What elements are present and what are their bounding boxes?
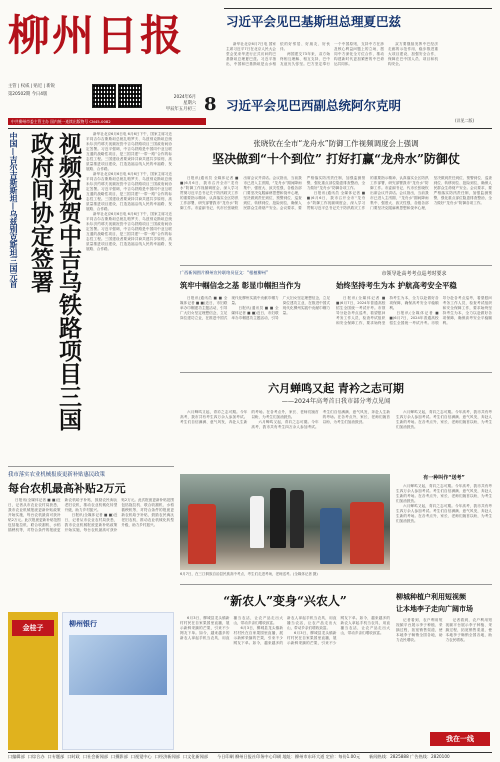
top-news-body: 新华社北京6月7日电 国家主席习近平7日在北京人民大会堂会见来华进行正式访问的巴基斯坦总理夏巴兹。习近平指出，中国和巴基斯坦是山水相依的好邻居、好朋友、好伙伴。 两国建交73年来，双方始终相互理解、相互支持，巴中友谊历久弥坚。巴方坚定奉行一个中国原则，支持中方在涉及核心利益问题上的立场，愿同中方深化全方位合作，推动构建新时代更加紧密的中巴命运共同体。 双方要继续发挥中巴经济走廊的示范作用，稳步推进重大项目建设，加强安全合作，保障在巴中国人员、项目和机构安全。 [226, 42, 438, 66]
footer-item: 口综合办 [27, 754, 45, 759]
student-figure [250, 496, 264, 548]
footer-item: 口文化新闻部 [182, 754, 209, 759]
agri-kicker: 我市落实农业机械报废更新补贴惠民政策 [8, 472, 106, 478]
photo-caption: 6月7日，在三江侗族自治县民族高中考点，考生们走进考场，老师送考。(全媒体记者 摄) [180, 572, 318, 576]
issue-weekday: 星期六 [183, 101, 196, 106]
lead-kicker: 张晓钦在全市“龙舟水”防御工作视频调度会上强调 [253, 139, 419, 148]
frontline-badge: 我在一线 [430, 732, 490, 746]
vertical-headline: 视频祝贺中吉乌铁路项目三国政府间协定签署 [27, 132, 82, 431]
footer-item: 口摄影部 [111, 754, 128, 759]
left-divider [8, 466, 174, 467]
feature-body: 六月蝉鸣又起，青衿之志可期。今年高考，我市共有考生四万余人参加考试。考生们自信满满、意气风发，奔赴人生新的考场。在各考点外，家长、老师们翘首以盼，为考生们加油鼓劲。 六月蝉鸣又起，青衿之志可期。今年高考，我市共有考生四万余人参加考试。考生们自信满满、意气风发，奔赴人生新的考场。在各考点外，家长、老师们翘首以盼，为考生们加油鼓劲。 [180, 410, 390, 429]
footer-item: 口专题部 [47, 754, 65, 759]
newspaper-title: 柳州日报 [8, 11, 185, 60]
story-body: 日报讯(全媒体记者 ■ ■)6月7日，2024年普通高校招生全国统一考试开考。市领导分赴各考点巡考，看望慰问考务工作人员，检查考试组织和安全保障工作，要求始终坚持考生为本，全力以赴做好各项保障，确保高考安全平稳顺利。 日报讯(全媒体记者 ■ ■)6月7日，2024年普通高校招生全国统一考试开考。市领导分赴各考点巡考，看望慰问考务工作人员，检查考试组织和安全保障工作，要求始终坚持考生为本，全力以赴做好各项保障，确保高考安全平稳顺利。 [336, 296, 492, 325]
bottom-left-headline: “新农人”变身“兴农人” [223, 594, 347, 608]
story-headline: 筑牢中帼信念之基 彰显巾帼担当作为 [180, 281, 301, 290]
vertical-story-body: 新华社北京6月6日电 6月6日下午，国家主席习近平同吉尔吉斯斯坦总统扎帕罗夫、乌兹别克斯坦总统米尔济约耶夫视频祝贺中吉乌铁路项目三国政府间协定签署。习近平强调，中吉乌铁路是中国同中亚互联互通的战略性项目，是三国共建“一带一路”合作的标志性工程。三国建设者要秉持共商共建共享原则，高质量推进项目建设，打造造福沿线人民的幸福路、发展路、合作路。 新华社北京6月6日电 6月6日下午，国家主席习近平同吉尔吉斯斯坦总统扎帕罗夫、乌兹别克斯坦总统米尔济约耶夫视频祝贺中吉乌铁路项目三国政府间协定签署。习近平强调，中吉乌铁路是中国同中亚互联互通的战略性项目，是三国共建“一带一路”合作的标志性工程。三国建设者要秉持共商共建共享原则，高质量推进项目建设，打造造福沿线人民的幸福路、发展路、合作路。 新华社北京6月6日电 6月6日下午，国家主席习近平同吉尔吉斯斯坦总统扎帕罗夫、乌兹别克斯坦总统米尔济约耶夫视频祝贺中吉乌铁路项目三国政府间协定签署。习近平强调，中吉乌铁路是中国同中亚互联互通的战略性项目，是三国共建“一带一路”合作的标志性工程。三国建设者要秉持共商共建共享原则，高质量推进项目建设，打造造福沿线人民的幸福路、发展路、合作路。 [86, 132, 172, 251]
issue-date: 2024年6月 [173, 95, 196, 100]
footer-item: 口经济新闻部 [154, 754, 180, 759]
headline-pakistan: 习近平会见巴基斯坦总理夏巴兹 [226, 14, 402, 29]
agri-headline: 每台农机最高补贴2万元 [8, 482, 126, 495]
masthead-sponsor: 主管 | 权威 | 贴近 | 新锐 [8, 84, 55, 89]
lunar-date: 甲辰年五月初三 [165, 107, 196, 112]
feature-side-body: 六月蝉鸣又起，青衿之志可期。今年高考，我市共有考生四万余人参加考试。考生们自信满满、意气风发，奔赴人生新的考场。在各考点外，家长、老师们翘首以盼，为考生们加油鼓劲。 六月蝉鸣又起，青衿之志可期。今年高考，我市共有考生四万余人参加考试。考生们自信满满、意气风发，奔赴人生新的考场。在各考点外，家长、老师们翘首以盼，为考生们加油鼓劲。 [396, 484, 492, 523]
bottom-left-body: 6月3日，柳城县龙头镇新村村民在自家果园里直播，展示新鲜采摘的芒果，引来不少网友下单。如今，越来越多的新农人拿起手机当农具，用直播当农活，让农产品走出大山，带动乡亲们增收致富。 6月3日，柳城县龙头镇新村村民在自家果园里直播，展示新鲜采摘的芒果，引来不少网友下单。如今，越来越多的新农人拿起手机当农具，用直播当农活，让农产品走出大山，带动乡亲们增收致富。 6月3日，柳城县龙头镇新村村民在自家果园里直播，展示新鲜采摘的芒果，引来不少网友下单。如今，越来越多的新农人拿起手机当农具，用直播当农活，让农产品走出大山，带动乡亲们增收致富。 [180, 616, 390, 645]
feature-side-subhead: 有一种叫作“送考” [423, 475, 465, 481]
lead-headline: 坚决做到“十个到位” 打好打赢“龙舟水”防御仗 [212, 152, 460, 166]
bottom-right-subheadline: 让本地李子走向广阔市场 [396, 605, 473, 613]
student-figure [290, 490, 304, 548]
teachers-group [188, 504, 216, 564]
masthead [8, 8, 218, 78]
teachers-group [350, 502, 384, 564]
story-kicker: 广西新闻图片柳州宣传联络员征文：“根植柳州” [180, 270, 269, 275]
page-number: 8 [204, 94, 217, 115]
lead-divider [180, 265, 492, 266]
agri-body: 日报讯(全媒体记者 ■ ■)近日，记者从市农业农村局获悉，我市农业机械报废更新补贴政策开始实施，每台农机最高可获补贴2万元。此次报废更新补贴范围包括拖拉机、联合收割机、水稻插秧机等，对符合条件的报废更新农机给予补贴，鼓励农民淘汰老旧农机，推动农业机械化转型升级，助力乡村振兴。 日报讯(全媒体记者 ■ ■)近日，记者从市农业农村局获悉，我市农业机械报废更新补贴政策开始实施，每台农机最高可获补贴2万元。此次报废更新补贴范围包括拖拉机、联合收割机、水稻插秧机等，对符合条件的报废更新农机给予补贴，鼓励农民淘汰老旧农机，推动农业机械化转型升级，助力乡村振兴。 [8, 498, 174, 532]
vertical-kicker: 中国—吉尔吉斯斯坦—乌兹别克斯坦三国元首 [9, 132, 18, 288]
crowd-figure [320, 508, 342, 564]
bank-logo: 柳州银行 [69, 620, 97, 628]
section-divider [8, 128, 492, 129]
footer-departments [8, 754, 492, 761]
footer-rule [8, 752, 492, 753]
footer-item: 口视觉中心 [130, 754, 152, 759]
footer-item: 口时政 [67, 754, 80, 759]
feature-side-body: 六月蝉鸣又起，青衿之志可期。今年高考，我市共有考生四万余人参加考试。考生们自信满满、意气风发，奔赴人生新的考场。在各考点外，家长、老师们翘首以盼，为考生们加油鼓劲。 [396, 410, 492, 429]
feature-headline: 六月蝉鸣又起 青衿之志可期 [268, 382, 404, 395]
student-figure [270, 488, 286, 548]
footer-item: 口编辑部 [8, 754, 25, 759]
qr-code-icon [92, 84, 116, 108]
footer-item: 口社会新闻部 [82, 754, 109, 759]
bottom-right-headline: 柳城种植户利用短视频 [396, 593, 466, 601]
bottom-right-body: 记者看到，农户利用短视频平台展示李子种植、采摘过程，拓宽销售渠道，使本地李子畅销全国各地，助力农民增收。 记者看到，农户利用短视频平台展示李子种植、采摘过程，拓宽销售渠道，使本地李子畅销全国各地，助力农民增收。 [396, 618, 492, 642]
mid-divider [180, 372, 492, 373]
issue-number: 第20502期 今日4版 [8, 92, 48, 97]
feature-divider [180, 584, 492, 585]
masthead-nav-strip: 中共柳州市委主管主办 国内统一连续出版物号 CN45-0082 [8, 118, 206, 125]
qr-code-icon [118, 84, 142, 108]
ad-left [8, 612, 58, 750]
feature-subhead: ——2024年高考首日我市部分考点见闻 [281, 398, 391, 405]
bank-ad-image [69, 635, 167, 695]
ad-left-label: 金桂子 [12, 620, 54, 636]
see-page-note: (详见二版) [455, 118, 475, 123]
story-kicker: 市领导赴高考考点巡考时要求 [381, 271, 447, 277]
story-body: 日报讯(通讯员 ■ ■ 全媒体记者 ■ ■)近日，市妇联举办巾帼建功主题活动，引导广大妇女坚定理想信念，立足岗位建功立业，在推进中国式现代化柳州实践中贡献巾帼力量。 日报讯(通讯员 ■ ■ 全媒体记者 ■ ■)近日，市妇联举办巾帼建功主题活动，引导广大妇女坚定理想信念，立足岗位建功立业，在推进中国式现代化柳州实践中贡献巾帼力量。 [180, 296, 330, 320]
headline-brazil: 习近平会见巴西副总统阿尔克明 [226, 98, 402, 113]
ad-bank [62, 612, 174, 750]
footer-print-info: 今日印刷 柳州日报社印务中心印刷 地址：柳州市东环大道 定价：每份1.00元 [217, 754, 361, 759]
gaokao-photo [180, 474, 390, 570]
lead-story-body: 日报讯(通讯员 全媒体记者 ■ ■)6月6日，我市召开全市“龙舟水”防御工作视频调度会，深入学习贯彻习近平总书记关于防汛救灾工作的重要指示精神，认真落实全区防汛工作部署，研究部署我市“龙舟水”防御工作。市委副书记、代市长张晓钦出席会议并讲话。会议指出，当前我市已进入主汛期，“龙舟水”期间降雨集中、强度大、致灾性强，各级各部门要坚决克服麻痹思想和侥幸心理，坚决做到责任到位、预警到位、巡查到位、转移到位、抢险到位，确保人民群众生命财产安全。会议要求，要严格落实防汛责任制，加强监测预警，强化重点部位隐患排查整治，全力做好“龙舟水”防御各项工作。 日报讯(通讯员 全媒体记者 ■ ■)6月6日，我市召开全市“龙舟水”防御工作视频调度会，深入学习贯彻习近平总书记关于防汛救灾工作的重要指示精神，认真落实全区防汛工作部署，研究部署我市“龙舟水”防御工作。市委副书记、代市长张晓钦出席会议并讲话。会议指出，当前我市已进入主汛期，“龙舟水”期间降雨集中、强度大、致灾性强，各级各部门要坚决克服麻痹思想和侥幸心理，坚决做到责任到位、预警到位、巡查到位、转移到位、抢险到位，确保人民群众生命财产安全。会议要求，要严格落实防汛责任制，加强监测预警，强化重点部位隐患排查整治，全力做好“龙舟水”防御各项工作。 [180, 176, 492, 210]
top-rule [224, 8, 492, 9]
story-headline: 始终坚持考生为本 护航高考安全平稳 [336, 281, 457, 290]
footer-phone: 新闻热线：2825888 广告热线：2820100 [369, 754, 450, 759]
